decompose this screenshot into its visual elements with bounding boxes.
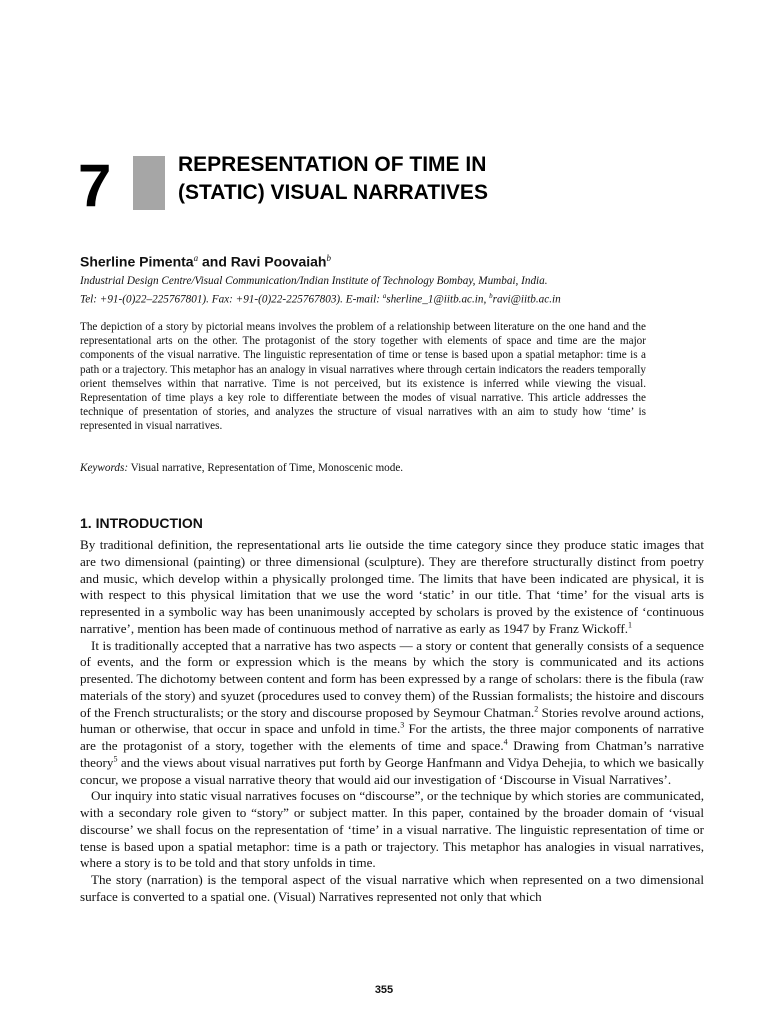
affiliation-line-1: Industrial Design Centre/Visual Communication/Indian Institute of Technology Bombay, Mumbai, India. [80, 275, 548, 287]
section-heading-introduction: 1. INTRODUCTION [80, 515, 203, 531]
chapter-title-line-1: REPRESENTATION OF TIME IN [178, 153, 487, 176]
keywords-label: Keywords: [80, 462, 129, 474]
chapter-title-line-2: (STATIC) VISUAL NARRATIVES [178, 181, 488, 204]
footnote-ref-1[interactable]: 1 [628, 620, 633, 630]
author-2: Ravi Poovaiah [230, 253, 327, 270]
author-connector: and [201, 253, 227, 270]
footnote-ref-2[interactable]: 2 [534, 704, 539, 714]
paragraph-3: Our inquiry into static visual narratives focuses on “discourse”, or the technique by which stories are communicated, with a secondary role given to “story” or subject matter. In this paper, contained by the broader domain of ‘visual discourse’ we shall focus on the representation of ‘time’ in a visual narrative. The linguistic representation of time or tense is based upon a spatial metaphor: time is a path or trajectory. This metaphor has analogies in visual narratives, where a story is to be told and that story unfolds in time. [80, 788, 704, 871]
chapter-title [178, 151, 718, 207]
paragraph-2-text-e: and the views about visual narratives put forth by George Hanfmann and Vidya Dehejia, to which we basically concur, we propose a visual narrative theory that would aid our investigation of ‘Discourse in Visual Narratives’. [80, 754, 704, 787]
author-1: Sherline Pimenta [80, 253, 194, 270]
page-number: 355 [374, 984, 394, 996]
paragraph-1-text: By traditional definition, the representational arts lie outside the time category since they produce static images that are two dimensional (painting) or three dimensional (sculpture). They are therefore structurally distinct from poetry and music, which develop within a physically prolonged time. The limits that have been indicated are physical, it is with respect to this physical limitation that we use the word ‘static’ in our title. That ‘time’ for the visual arts is represented in a symbolic way has been unanimously accepted by scholars is proved by the existence of ‘continuous narrative’, mention has been made of continuous method of narrative as early as 1947 by Franz Wickoff. [80, 537, 704, 636]
body-text [80, 537, 704, 906]
author-2-mark: b [326, 253, 331, 263]
paragraph-2 [80, 638, 704, 789]
affiliation-line-2 [80, 289, 700, 308]
keywords [80, 461, 646, 475]
chapter-decoration-block [133, 156, 165, 210]
author-line [80, 249, 331, 271]
email-mark-b: b [489, 292, 493, 300]
email-a[interactable]: sherline_1@iitb.ac.in, [386, 293, 490, 306]
affiliation [80, 274, 700, 308]
paragraph-2-text-d: Drawing from Chatman’s narrative theory [80, 738, 704, 770]
author-1-mark: a [193, 253, 199, 263]
keywords-text: Visual narrative, Representation of Time, Monoscenic mode. [130, 462, 404, 474]
footnote-ref-5[interactable]: 5 [113, 754, 118, 764]
footnote-ref-4[interactable]: 4 [503, 737, 508, 747]
email-mark-a: a [382, 292, 387, 300]
paragraph-2-text-b: Stories revolve around actions, human or otherwise, that occur in space and unfold in time. [80, 704, 705, 737]
footnote-ref-3[interactable]: 3 [400, 720, 405, 730]
paragraph-2-text-c: For the artists, the three major components of narrative are the protagonist of a story, together with the elements of time and space. [80, 721, 704, 753]
email-b[interactable]: ravi@iitb.ac.in [492, 293, 561, 306]
paragraph-4: The story (narration) is the temporal aspect of the visual narrative which when represented on a two dimensional surface is converted to a spatial one. (Visual) Narratives represented not only that which [80, 872, 704, 904]
chapter-number: 7 [78, 152, 112, 219]
abstract: The depiction of a story by pictorial means involves the problem of a relationship between literature on the one hand and the representational arts on the other. The protagonist of the story together with elements of space and time are the major components of the visual narrative. The linguistic representation of time or tense is based upon a spatial metaphor: time is a path or a trajectory. This metaphor has an analogy in visual narratives where through certain indicators the readers temporally orient themselves within that narrative. Time is not perceived, but its existence is inferred while viewing the visual. Representation of time plays a key role to differentiate between the modes of visual narrative. This article addresses the technique of presentation of stories, and analyzes the structure of visual narratives with an aim to study how ‘time’ is represented in visual narratives. [80, 321, 646, 433]
paragraph-1 [80, 537, 704, 638]
contact-info: Tel: +91-(0)22–225767801). Fax: +91-(0)22-225767803). E-mail: [80, 293, 383, 306]
paragraph-2-text-a: It is traditionally accepted that a narrative has two aspects — a story or content that generally consists of a sequence of events, and the form or expression which is the means by which the story is communicated and its actions presented. The dichotomy between content and form has been expressed by a range of scholars: there is the fibula (raw materials of the story) and syuzet (procedures used to convey them) of the Russian formalists; the histoire and discours of the French structuralists; or the story and discourse proposed by Seymour Chatman. [80, 637, 704, 720]
